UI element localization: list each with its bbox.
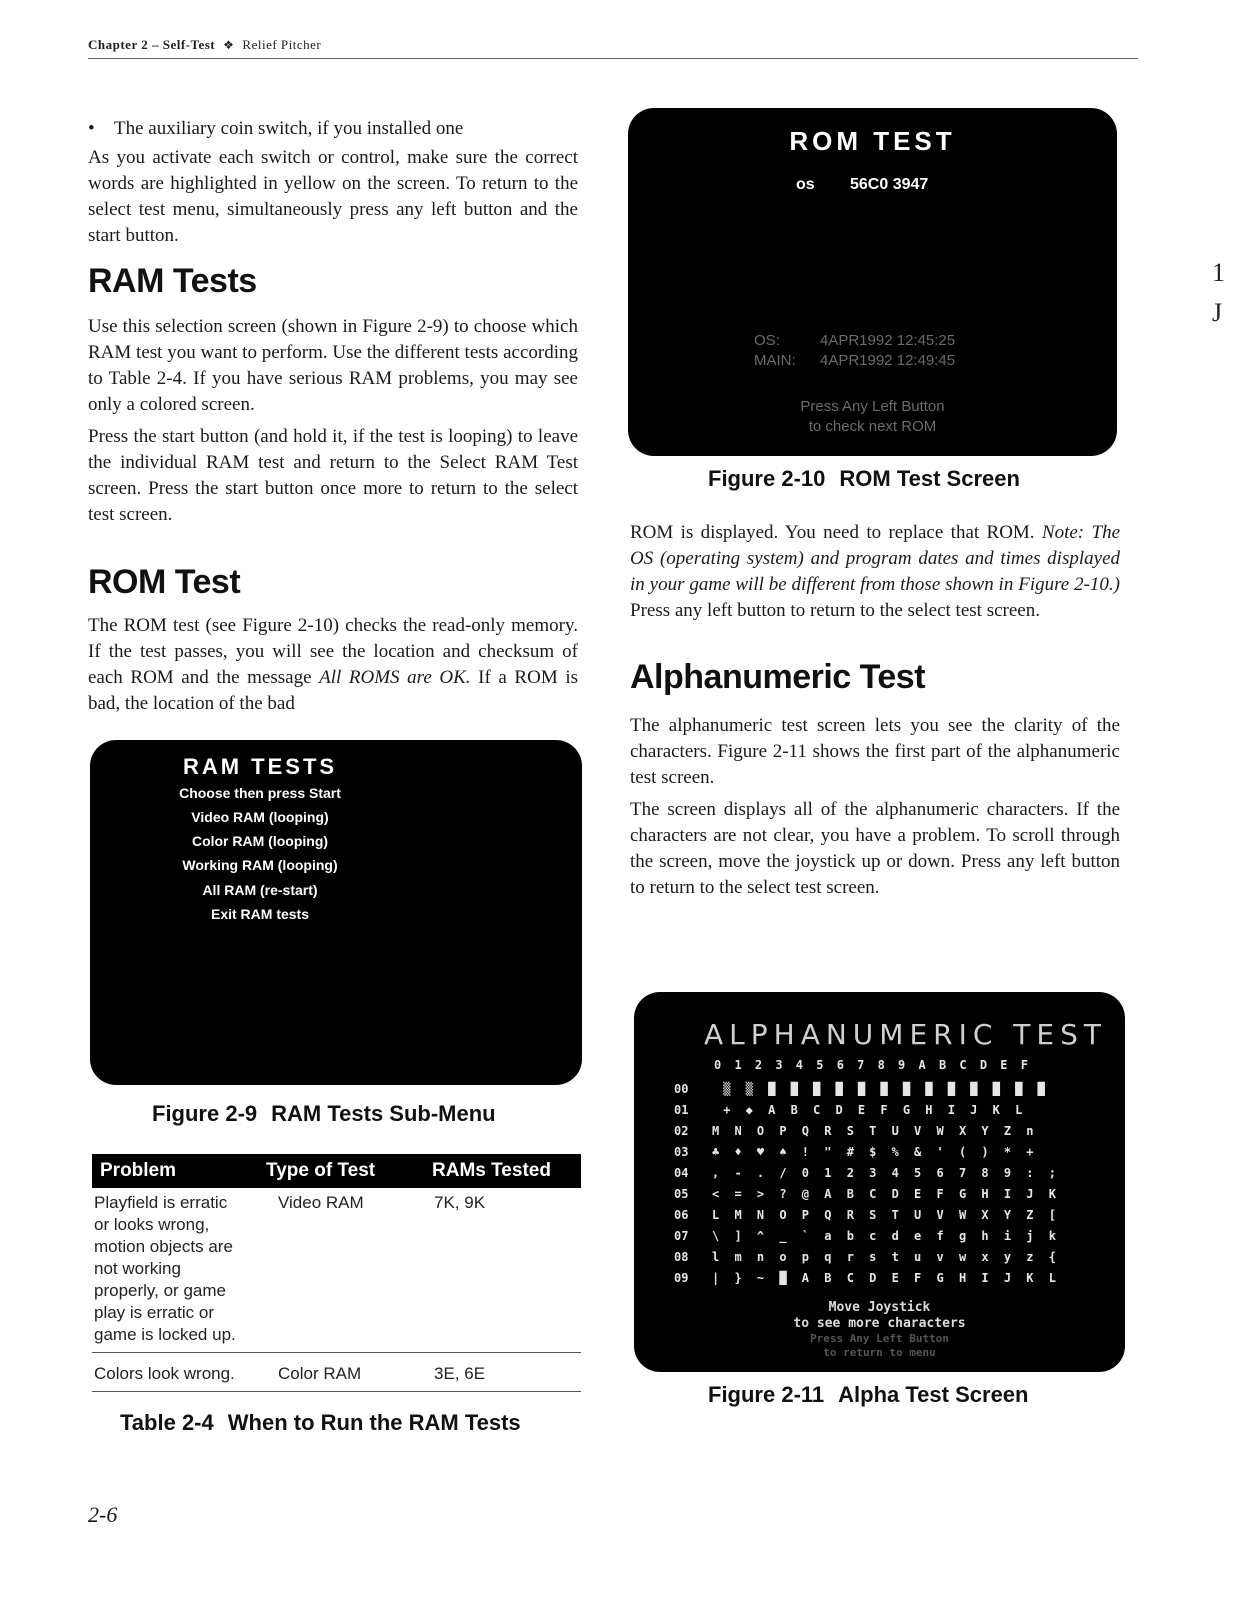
paragraph: ROM is displayed. You need to replace that ROM. Note: The OS (operating system) and program dates and times displayed in your game will be different from those shown in Figure 2-10.) Press any left button to return to the select test screen. xyxy=(630,522,1120,621)
paragraph: The alphanumeric test screen lets you see the clarity of the characters. Figure 2-11 shows the first part of the alphanumeric test screen. xyxy=(630,715,1120,788)
column-header: Problem xyxy=(92,1154,258,1188)
alpha-section-text xyxy=(630,713,1120,907)
alpha-footer-line: to return to menu xyxy=(823,1346,936,1359)
rom-prompt: to check next ROM xyxy=(808,418,937,435)
paragraph: As you activate each switch or control, make sure the correct words are highlighted in yellow on the screen. To return to the select test menu, simultaneously press any left button and the start button. xyxy=(88,147,578,246)
figure-2-10-caption: Figure 2-10 ROM Test Screen xyxy=(708,466,1020,491)
ram-menu-item: Exit RAM tests xyxy=(210,906,310,922)
ram-section-text xyxy=(88,314,578,534)
paragraph: The ROM test (see Figure 2-10) checks the read-only memory. If the test passes, you will see the location and checksum of each ROM and the message All ROMS are OK. If a ROM is bad, the location of the bad xyxy=(88,615,578,714)
figure-2-11-caption: Figure 2-11 Alpha Test Screen xyxy=(708,1382,1029,1407)
intro-paragraph xyxy=(88,145,578,255)
header-rule xyxy=(88,58,1138,59)
main-label: MAIN: xyxy=(754,352,796,369)
alpha-row: 09 | } ~ █ A B C D E F G H I J K L xyxy=(674,1271,1060,1285)
column-header: RAMs Tested xyxy=(424,1154,581,1188)
ram-menu-item: Choose then press Start xyxy=(179,785,341,801)
paragraph: Use this selection screen (shown in Figure 2-9) to choose which RAM test you want to perform. Use the different tests according to Table 2-4. If you have serious RAM problems, you may see only a colored screen. xyxy=(88,316,578,415)
alpha-row: 05 < = > ? @ A B C D E F G H I J K xyxy=(674,1187,1060,1201)
alpha-column-header: 0 1 2 3 4 5 6 7 8 9 A B C D E F xyxy=(714,1058,1031,1072)
table-2-4-caption: Table 2-4 When to Run the RAM Tests xyxy=(120,1410,521,1435)
bullet-item xyxy=(88,116,578,142)
table-cell: Video RAM xyxy=(258,1188,424,1353)
paragraph: The screen displays all of the alphanumeric characters. If the characters are not clear, you have a problem. To scroll through the screen, move the joystick up or down. Press any left button to return to the select test screen. xyxy=(630,799,1120,898)
ram-tests-heading: RAM Tests xyxy=(88,262,257,300)
diamond-icon: ❖ xyxy=(223,38,235,52)
margin-mark: J xyxy=(1212,298,1223,327)
rom-section-text xyxy=(88,613,578,723)
ram-screen-title: RAM TESTS xyxy=(182,754,338,779)
rom-checksum: 56C0 3947 xyxy=(850,176,929,193)
alpha-footer-line: Press Any Left Button xyxy=(809,1332,950,1345)
ram-tests-screen xyxy=(90,740,582,1085)
ram-tests-table xyxy=(92,1154,581,1392)
os-label: OS: xyxy=(754,332,780,349)
table-row xyxy=(92,1188,581,1353)
chapter-title: Chapter 2 – Self-Test xyxy=(88,37,216,52)
table-cell: 3E, 6E xyxy=(424,1353,581,1392)
rom-continued-text xyxy=(630,520,1120,630)
game-title: Relief Pitcher xyxy=(242,37,322,52)
figure-2-9-caption: Figure 2-9 RAM Tests Sub-Menu xyxy=(152,1101,496,1126)
bullet-text: The auxiliary coin switch, if you installed one xyxy=(114,118,464,139)
page-number: 2-6 xyxy=(88,1502,118,1527)
alphanumeric-heading: Alphanumeric Test xyxy=(630,658,926,696)
ram-menu-item: All RAM (re-start) xyxy=(202,882,318,898)
margin-mark: 1 xyxy=(1212,258,1225,287)
bullet-icon: • xyxy=(88,118,95,139)
column-header: Type of Test xyxy=(258,1154,424,1188)
note: Note: The OS (operating system) and program dates and times displayed in your game will be different from those shown in Figure 2-10.) xyxy=(630,522,1120,595)
rom-prompt: Press Any Left Button xyxy=(800,398,945,415)
alpha-row: 04 , - . / 0 1 2 3 4 5 6 7 8 9 : ; xyxy=(674,1166,1060,1180)
rom-test-heading: ROM Test xyxy=(88,563,241,601)
running-header xyxy=(88,37,321,53)
rom-location-label: os xyxy=(796,176,815,193)
ram-menu-item: Working RAM (looping) xyxy=(182,857,338,873)
alpha-row: 07 \ ] ^ _ ` a b c d e f g h i j k xyxy=(674,1229,1060,1243)
table-cell: Colors look wrong. xyxy=(92,1353,258,1392)
alpha-footer-line: to see more characters xyxy=(793,1316,966,1331)
emphasis: All ROMS are OK. xyxy=(319,667,471,688)
rom-test-screen xyxy=(628,108,1117,456)
alpha-character-grid xyxy=(674,1058,1114,1285)
alpha-row: 03 ♣ ♦ ♥ ♠ ! " # $ % & ' ( ) * + xyxy=(674,1145,1038,1159)
alpha-row: 00 ▒ ▒ █ █ █ █ █ █ █ █ █ █ █ █ █ xyxy=(674,1082,1049,1096)
alpha-row: 02 M N O P Q R S T U V W X Y Z n xyxy=(674,1124,1038,1138)
table-cell: Color RAM xyxy=(258,1353,424,1392)
paragraph: Press the start button (and hold it, if the test is looping) to leave the individual RAM test and return to the Select RAM Test screen. Press the start button once more to return to the select test screen. xyxy=(88,426,578,525)
table-row xyxy=(92,1353,581,1392)
alpha-row: 06 L M N O P Q R S T U V W X Y Z [ xyxy=(674,1208,1060,1222)
ram-menu-item: Video RAM (looping) xyxy=(191,809,329,825)
alpha-test-screen xyxy=(634,992,1125,1372)
table-cell: 7K, 9K xyxy=(424,1188,581,1353)
alpha-screen-title: ALPHANUMERIC TEST xyxy=(704,1018,1107,1051)
alpha-row: 01 + ◆ A B C D E F G H I J K L xyxy=(674,1103,1027,1117)
alpha-footer-line: Move Joystick xyxy=(828,1300,931,1315)
main-date: 4APR1992 12:49:45 xyxy=(820,352,956,369)
ram-menu-item: Color RAM (looping) xyxy=(191,833,329,849)
os-date: 4APR1992 12:45:25 xyxy=(820,332,956,349)
alpha-row: 08 l m n o p q r s t u v w x y z { xyxy=(674,1250,1060,1264)
table-cell: Playfield is erratic or looks wrong, motion objects are not working properly, or game play is erratic or game is locked up. xyxy=(92,1188,258,1353)
rom-screen-title: ROM TEST xyxy=(789,126,956,156)
